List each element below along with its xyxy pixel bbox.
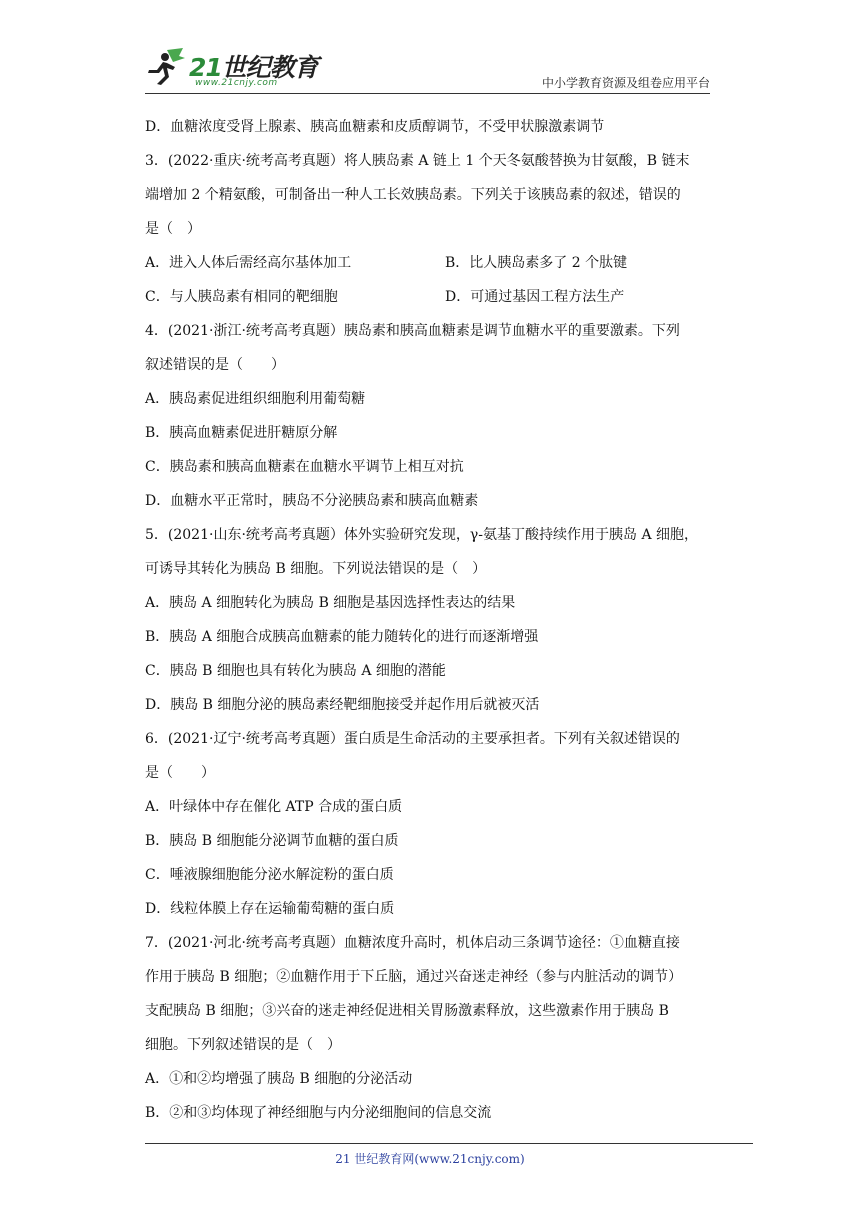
q5-option-d: D．胰岛 B 细胞分泌的胰岛素经靶细胞接受并起作用后就被灭活: [145, 697, 540, 713]
q6-stem-line-2: 是（ ）: [145, 765, 215, 781]
document-body: [145, 110, 715, 1130]
q6-option-c: C．唾液腺细胞能分泌水解淀粉的蛋白质: [145, 867, 394, 883]
footer-divider: [145, 1143, 753, 1144]
q7-option-a: A．①和②均增强了胰岛 B 细胞的分泌活动: [145, 1071, 413, 1087]
q4-option-b: B．胰高血糖素促进肝糖原分解: [145, 425, 338, 441]
page-header: [145, 38, 710, 94]
header-divider: [145, 93, 710, 94]
q4-option-d: D．血糖水平正常时，胰岛不分泌胰岛素和胰高血糖素: [145, 493, 479, 509]
q4-stem-line-1: 4．(2021·浙江·统考高考真题）胰岛素和胰高血糖素是调节血糖水平的重要激素。下列: [145, 323, 680, 339]
logo-url: www.21cnjy.com: [195, 78, 278, 88]
q3-option-b: B．比人胰岛素多了 2 个肽键: [445, 255, 628, 271]
q7-stem-line-1: 7．(2021·河北·统考高考真题）血糖浓度升高时，机体启动三条调节途径：①血糖直接: [145, 935, 680, 951]
q3-options-row-2: [145, 280, 715, 314]
q6-option-a: A．叶绿体中存在催化 ATP 合成的蛋白质: [145, 799, 403, 815]
q3-option-a: A．进入人体后需经高尔基体加工: [145, 255, 352, 271]
q3-stem-line-3: 是（ ）: [145, 221, 201, 237]
logo-wordmark: 21世纪教育: [189, 53, 318, 82]
q5-option-c: C．胰岛 B 细胞也具有转化为胰岛 A 细胞的潜能: [145, 663, 446, 679]
q4-option-c: C．胰岛素和胰高血糖素在血糖水平调节上相互对抗: [145, 459, 464, 475]
q4-option-a: A．胰岛素促进组织细胞利用葡萄糖: [145, 391, 366, 407]
q5-stem-line-1: 5．(2021·山东·统考高考真题）体外实验研究发现，γ-氨基丁酸持续作用于胰岛 A 细胞，: [145, 527, 699, 543]
q4-stem-line-2: 叙述错误的是（ ）: [145, 357, 285, 373]
q7-stem-line-3: 支配胰岛 B 细胞；③兴奋的迷走神经促进相关胃肠激素释放，这些激素作用于胰岛 B: [145, 1003, 669, 1019]
site-logo[interactable]: [145, 46, 345, 92]
q5-option-b: B．胰岛 A 细胞合成胰高血糖素的能力随转化的进行而逐渐增强: [145, 629, 539, 645]
q2-option-d: D．血糖浓度受肾上腺素、胰高血糖素和皮质醇调节，不受甲状腺激素调节: [145, 119, 605, 135]
q3-option-d: D．可通过基因工程方法生产: [445, 289, 625, 305]
q6-option-b: B．胰岛 B 细胞能分泌调节血糖的蛋白质: [145, 833, 399, 849]
q6-option-d: D．线粒体膜上存在运输葡萄糖的蛋白质: [145, 901, 395, 917]
q7-option-b: B．②和③均体现了神经细胞与内分泌细胞间的信息交流: [145, 1105, 492, 1121]
q3-stem-line-1: 3．(2022·重庆·统考高考真题）将人胰岛素 A 链上 1 个天冬氨酸替换为甘氨酸，B 链末: [145, 153, 690, 169]
q3-option-c: C．与人胰岛素有相同的靶细胞: [145, 289, 338, 305]
q5-stem-line-2: 可诱导其转化为胰岛 B 细胞。下列说法错误的是（ ）: [145, 561, 487, 577]
q3-options-row-1: [145, 246, 715, 280]
q5-option-a: A．胰岛 A 细胞转化为胰岛 B 细胞是基因选择性表达的结果: [145, 595, 516, 611]
q6-stem-line-1: 6．(2021·辽宁·统考高考真题）蛋白质是生命活动的主要承担者。下列有关叙述错误的: [145, 731, 680, 747]
q3-stem-line-2: 端增加 2 个精氨酸，可制备出一种人工长效胰岛素。下列关于该胰岛素的叙述，错误的: [145, 187, 681, 203]
q7-stem-line-4: 细胞。下列叙述错误的是（ ）: [145, 1037, 341, 1053]
footer-link[interactable]: 21 世纪教育网(www.21cnjy.com): [335, 1152, 525, 1166]
q7-stem-line-2: 作用于胰岛 B 细胞；②血糖作用于下丘脑，通过兴奋迷走神经（参与内脏活动的调节）: [145, 969, 683, 985]
runner-logo-icon: [145, 48, 189, 86]
site-tagline: 中小学教育资源及组卷应用平台: [541, 76, 710, 90]
